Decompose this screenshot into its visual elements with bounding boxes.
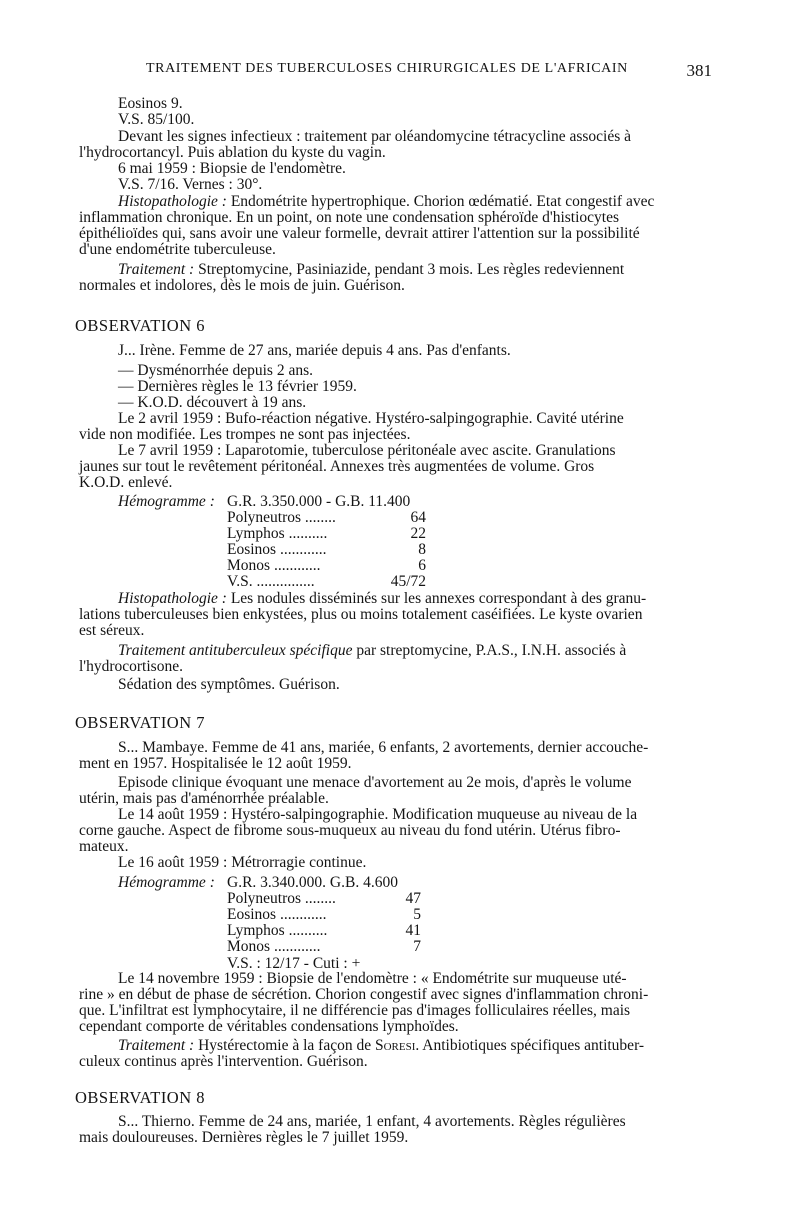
section-heading: OBSERVATION 8 [75, 1088, 206, 1107]
hemogram-row-value: 64 [410, 509, 426, 526]
text-line: Le 16 août 1959 : Métrorragie continue. [118, 854, 367, 871]
hemogram-row-value: 6 [418, 557, 426, 574]
page-number: 381 [686, 61, 712, 80]
text-line: K.O.D. enlevé. [79, 474, 173, 491]
text-line: normales et indolores, dès le mois de juin. Guérison. [79, 277, 405, 294]
hemogram-row [227, 509, 336, 526]
hemogram-row-name: Eosinos ............ [227, 906, 327, 923]
text-line: Episode clinique évoquant une menace d'avortement au 2e mois, d'après le volume [118, 774, 632, 791]
hemogram-row-value: 5 [413, 906, 421, 923]
hemogram-row-value: 47 [405, 890, 421, 907]
text-line: rine » en début de phase de sécrétion. Chorion congestif avec signes d'inflammation chroni- [79, 986, 649, 1003]
text-line: utérin, mais pas d'aménorrhée préalable. [79, 790, 329, 807]
text-line: J... Irène. Femme de 27 ans, mariée depuis 4 ans. Pas d'enfants. [118, 342, 511, 359]
text-line: épithélioïdes qui, sans avoir une valeur formelle, devrait attirer l'attention sur la possibilité [79, 225, 640, 242]
vs-cuti-line: V.S. : 12/17 - Cuti : + [227, 955, 361, 972]
text-line: que. L'infiltrat est lymphocytaire, il ne différencie pas d'images folliculaires réelles, mais [79, 1002, 631, 1019]
text-line: mais douloureuses. Dernières règles le 7 juillet 1959. [79, 1129, 409, 1146]
hemogram-row-name: Polyneutros ........ [227, 890, 336, 907]
text-line: cependant comporte de véritables condensations lymphoïdes. [79, 1018, 459, 1035]
text-line: S... Mambaye. Femme de 41 ans, mariée, 6 enfants, 2 avortements, dernier accouche- [118, 739, 649, 756]
hemogram-counts: G.R. 3.350.000 - G.B. 11.400 [227, 493, 411, 510]
text-line: Devant les signes infectieux : traitement par oléandomycine tétracycline associés à [118, 128, 632, 145]
hemogram-row-value: 45/72 [390, 573, 426, 590]
hemogram-row [227, 525, 327, 542]
hemogram-row [227, 557, 320, 574]
hemogram-label: Hémogramme : [118, 874, 215, 891]
section-heading: OBSERVATION 6 [75, 316, 206, 335]
running-header [146, 61, 712, 81]
text-line: lations tuberculeuses bien enkystées, plus ou moins totalement caséifiées. Le kyste ovarien [79, 606, 643, 623]
paragraph-histopathologie: Histopathologie : Les nodules disséminés sur les annexes correspondant à des granu- [118, 590, 647, 607]
text-line: Le 2 avril 1959 : Bufo-réaction négative. Hystéro-salpingographie. Cavité utérine [118, 410, 624, 427]
text-line: d'une endométrite tuberculeuse. [79, 241, 276, 258]
text-line: ment en 1957. Hospitalisée le 12 août 1959. [79, 755, 352, 772]
hemogram-row [227, 890, 336, 907]
italic-label: Histopathologie : [118, 193, 227, 210]
section-heading: OBSERVATION 7 [75, 713, 206, 732]
hemogram-row-name: Polyneutros ........ [227, 509, 336, 526]
list-item: — Dernières règles le 13 février 1959. [118, 378, 357, 395]
text-line: corne gauche. Aspect de fibrome sous-muqueux au niveau du fond utérin. Utérus fibro- [79, 822, 621, 839]
hemogram-row [227, 541, 326, 558]
hemogram-row-value: 8 [418, 541, 426, 558]
text-line: Le 7 avril 1959 : Laparotomie, tuberculose péritonéale avec ascite. Granulations [118, 442, 616, 459]
hemogram-row-name: V.S. ............... [227, 573, 315, 590]
text-line: est séreux. [79, 622, 145, 639]
text-line: vide non modifiée. Les trompes ne sont pas injectées. [79, 426, 411, 443]
text-line: 6 mai 1959 : Biopsie de l'endomètre. [118, 160, 346, 177]
hemogram-row [227, 922, 327, 939]
text-line: culeux continus après l'intervention. Guérison. [79, 1053, 368, 1070]
text-line: Eosinos 9. [118, 95, 183, 112]
hemogram-row [227, 906, 326, 923]
text-line: inflammation chronique. En un point, on note une condensation sphéroïde d'histiocytes [79, 209, 620, 226]
text-line: Sédation des symptômes. Guérison. [118, 676, 340, 693]
list-item: — K.O.D. découvert à 19 ans. [118, 394, 307, 411]
running-title: TRAITEMENT DES TUBERCULOSES CHIRURGICALES DE L'AFRICAIN [146, 61, 628, 76]
hemogram-row-name: Lymphos .......... [227, 922, 328, 939]
text-line: S... Thierno. Femme de 24 ans, mariée, 1 enfant, 4 avortements. Règles régulières [118, 1113, 626, 1130]
paragraph-traitement: Traitement : Streptomycine, Pasiniazide, pendant 3 mois. Les règles redeviennent [118, 261, 625, 278]
hemogram-row [227, 938, 320, 955]
text-line: mateux. [79, 838, 129, 855]
text-line: l'hydrocortancyl. Puis ablation du kyste du vagin. [79, 144, 386, 161]
hemogram-row-name: Monos ............ [227, 938, 321, 955]
hemogram-row-value: 22 [410, 525, 426, 542]
paragraph-histopathologie: Histopathologie : Endométrite hypertrophique. Chorion œdématié. Etat congestif avec [118, 193, 655, 210]
text-line: V.S. 7/16. Vernes : 30°. [118, 176, 263, 193]
hemogram-row-name: Eosinos ............ [227, 541, 327, 558]
paragraph-traitement: Traitement antituberculeux spécifique par streptomycine, P.A.S., I.N.H. associés à [118, 642, 627, 659]
hemogram-row-name: Monos ............ [227, 557, 321, 574]
hemogram-counts: G.R. 3.340.000. G.B. 4.600 [227, 874, 398, 891]
hemogram-row-name: Lymphos .......... [227, 525, 328, 542]
text-line: jaunes sur tout le revêtement péritonéal. Annexes très augmentées de volume. Gros [79, 458, 595, 475]
paragraph-traitement: Traitement : Hystérectomie à la façon de Soresi. Antibiotiques spécifiques antituber- [118, 1037, 645, 1054]
hemogram-row-value: 41 [405, 922, 421, 939]
italic-label: Traitement : [118, 261, 195, 278]
hemogram-row-value: 7 [413, 938, 421, 955]
list-item: — Dysménorrhée depuis 2 ans. [118, 362, 313, 379]
hemogram-label: Hémogramme : [118, 493, 215, 510]
text-line: V.S. 85/100. [118, 111, 195, 128]
hemogram-row [227, 573, 315, 590]
text-line: l'hydrocortisone. [79, 658, 183, 675]
text-line: Le 14 août 1959 : Hystéro-salpingographie. Modification muqueuse au niveau de la [118, 806, 638, 823]
text-line: Le 14 novembre 1959 : Biopsie de l'endomètre : « Endométrite sur muqueuse uté- [118, 970, 627, 987]
